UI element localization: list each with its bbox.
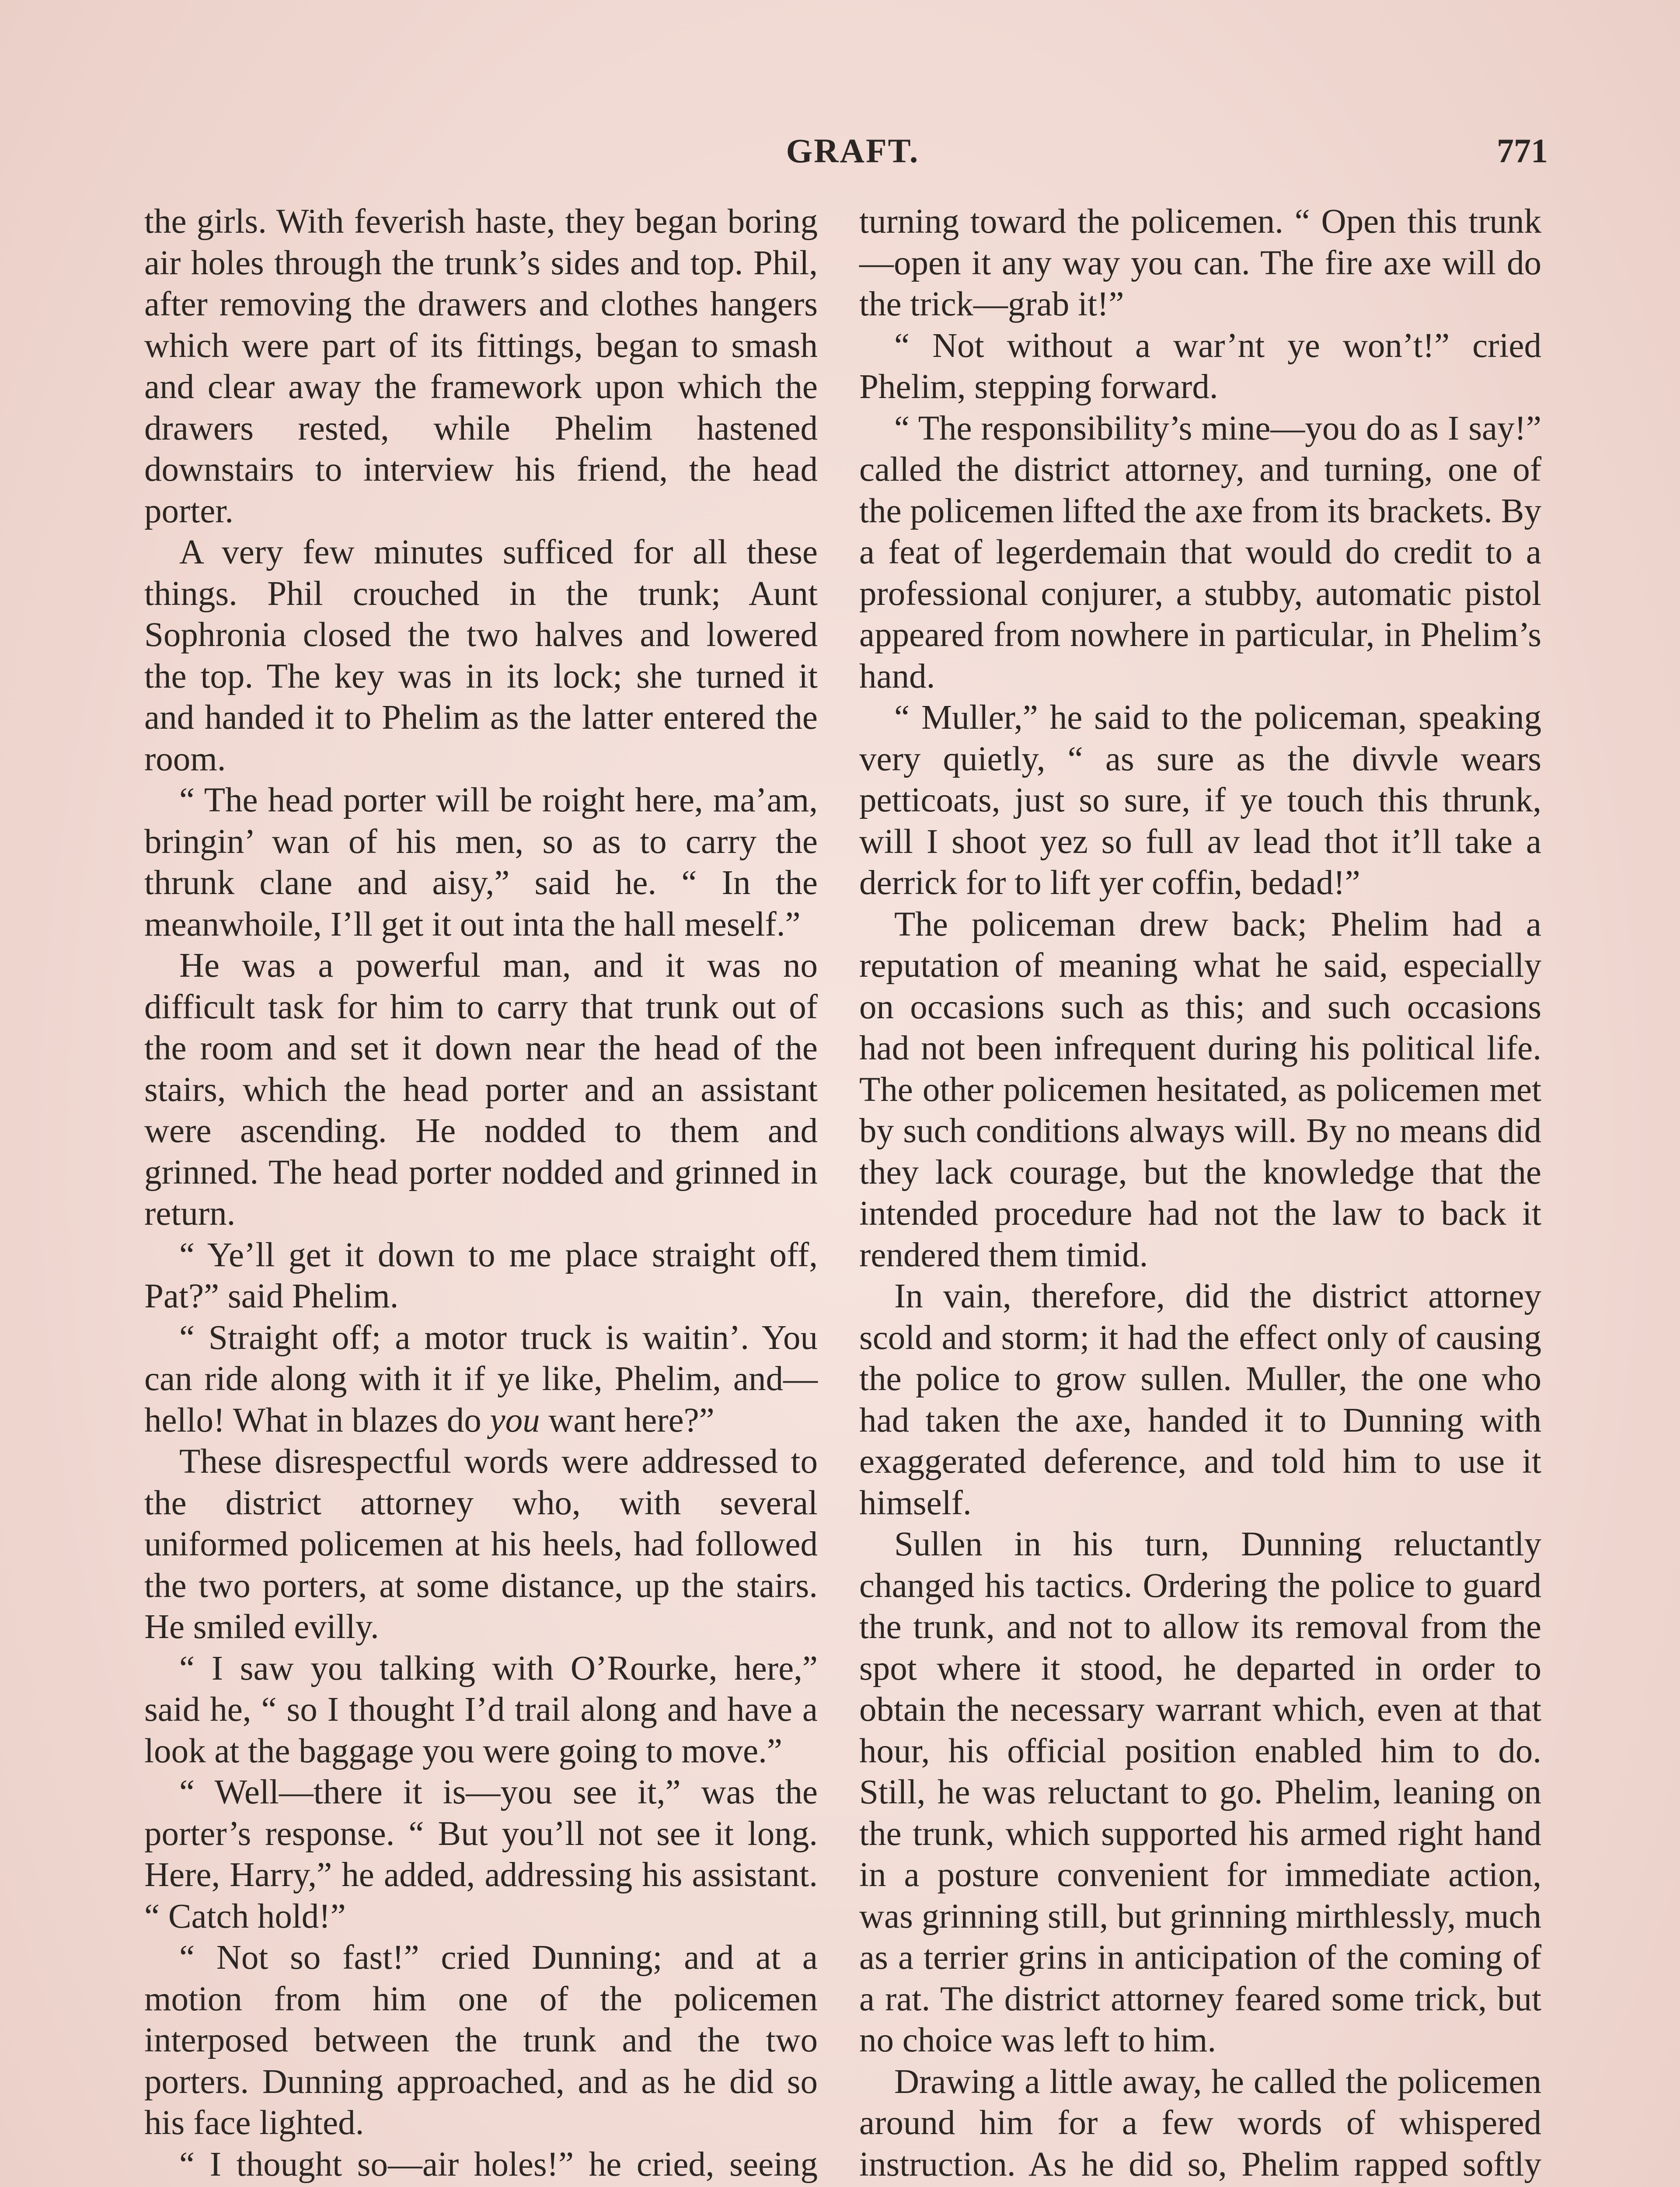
page-number: 771 <box>1497 132 1548 170</box>
paragraph: The policeman drew back; Phelim had a reputation of meaning what he said, especially on occasions such as this; and such occasions had not been infrequent during his political life. The other policemen hesitated, as policemen met by such conditions always will. By no means did they lack courage, but the knowledge that the intended procedure had not the law to back it rendered them timid. <box>859 905 1541 1274</box>
paragraph <box>144 1317 818 1442</box>
paragraph: “ I thought so—air holes!” he cried, seeing <box>179 2145 818 2184</box>
paragraph: “ I saw you talking with O’Rourke, here,” said he, “ so I thought I’d trail along and have a look at the baggage you were going to move.” <box>144 1649 818 1770</box>
paragraph: He was a powerful man, and it was no difficult task for him to carry that trunk out of the room and set it down near the head of the stairs, which the head porter and an assistant were ascending. He nodded to them and grinned. The head porter nodded and grinned in return. <box>144 947 818 1233</box>
paragraph: A very few minutes sufficed for all these things. Phil crouched in the trunk; Aunt Sophronia closed the two halves and lowered the top. The key was in its lock; she turned it and handed it to Phelim as the latter entered the room. <box>144 533 818 778</box>
paragraph: Sullen in his turn, Dunning reluctantly changed his tactics. Ordering the police to guard the trunk, and not to allow its removal from the spot where it stood, he departed in order to obtain the necessary warrant which, even at that hour, his official position enabled him to do. Still, he was reluctant to go. Phelim, leaning on the trunk, which supported his armed right hand in a posture convenient for immediate action, was grinning still, but grinning mirthlessly, much as a terrier grins in anticipation of the coming of a rat. The district attorney feared some trick, but no choice was left to him. <box>859 1525 1541 2059</box>
paragraph: In vain, therefore, did the district attorney scold and storm; it had the effect only of causing the police to grow sullen. Muller, the one who had taken the axe, handed it to Dunning with exaggerated deference, and told him to use it himself. <box>859 1277 1541 1522</box>
paragraph: These disrespectful words were addressed to the district attorney who, with several uniformed policemen at his heels, had followed the two porters, at some distance, up the stairs. He smiled evilly. <box>144 1443 818 1646</box>
paragraph: “ Not so fast!” cried Dunning; and at a motion from him one of the policemen interposed between the trunk and the two porters. Dunning approached, and as he did so his face lighted. <box>144 1939 818 2142</box>
emphasis-text: you <box>490 1401 540 1439</box>
paragraph: Drawing a little away, he called the policemen around him for a few words of whispered instruction. As he did so, Phelim rapped softly <box>859 2062 1541 2184</box>
paragraph: turning toward the policemen. “ Open this trunk—open it any way you can. The fire axe will do the trick—grab it!” <box>859 203 1541 323</box>
right-column <box>859 201 1541 2187</box>
running-title: GRAFT. <box>786 132 920 170</box>
paragraph-text: “ Straight off; a motor truck is waitin’. You can ride along with it if ye like, Phelim, and—hello! What in blazes do <box>144 1318 818 1439</box>
paragraph: “ The head porter will be roight here, ma’am, bringin’ wan of his men, so as to carry the thrunk clane and aisy,” said he. “ In the meanwhoile, I’ll get it out inta the hall meself.” <box>144 781 818 943</box>
paragraph: “ Ye’ll get it down to me place straight off, Pat?” said Phelim. <box>144 1236 818 1315</box>
paragraph: “ Not without a war’nt ye won’t!” cried Phelim, stepping forward. <box>859 326 1541 406</box>
paragraph: “ The responsibility’s mine—you do as I say!” called the district attorney, and turning, one of the policemen lifted the axe from its brackets. By a feat of legerdemain that would do credit to a professional conjurer, a stubby, automatic pistol appeared from nowhere in particular, in Phelim’s hand. <box>859 409 1541 695</box>
paragraph: “ Muller,” he said to the policeman, speaking very quietly, “ as sure as the divvle wears petticoats, just so sure, if ye touch this thrunk, will I shoot yez so full av lead thot it’ll take a derrick for to lift yer coffin, bedad!” <box>859 699 1541 902</box>
paragraph-text: want here?” <box>540 1401 715 1439</box>
paragraph: the girls. With feverish haste, they began boring air holes through the trunk’s sides and top. Phil, after removing the drawers and clothes hangers which were part of its fittings, began to smash and clear away the framework upon which the drawers rested, while Phelim hastened downstairs to interview his friend, the head porter. <box>144 203 818 530</box>
left-column <box>144 201 818 2187</box>
paragraph: “ Well—there it is—you see it,” was the porter’s response. “ But you’ll not see it long. Here, Harry,” he added, addressing his assistant. “ Catch hold!” <box>144 1773 818 1935</box>
